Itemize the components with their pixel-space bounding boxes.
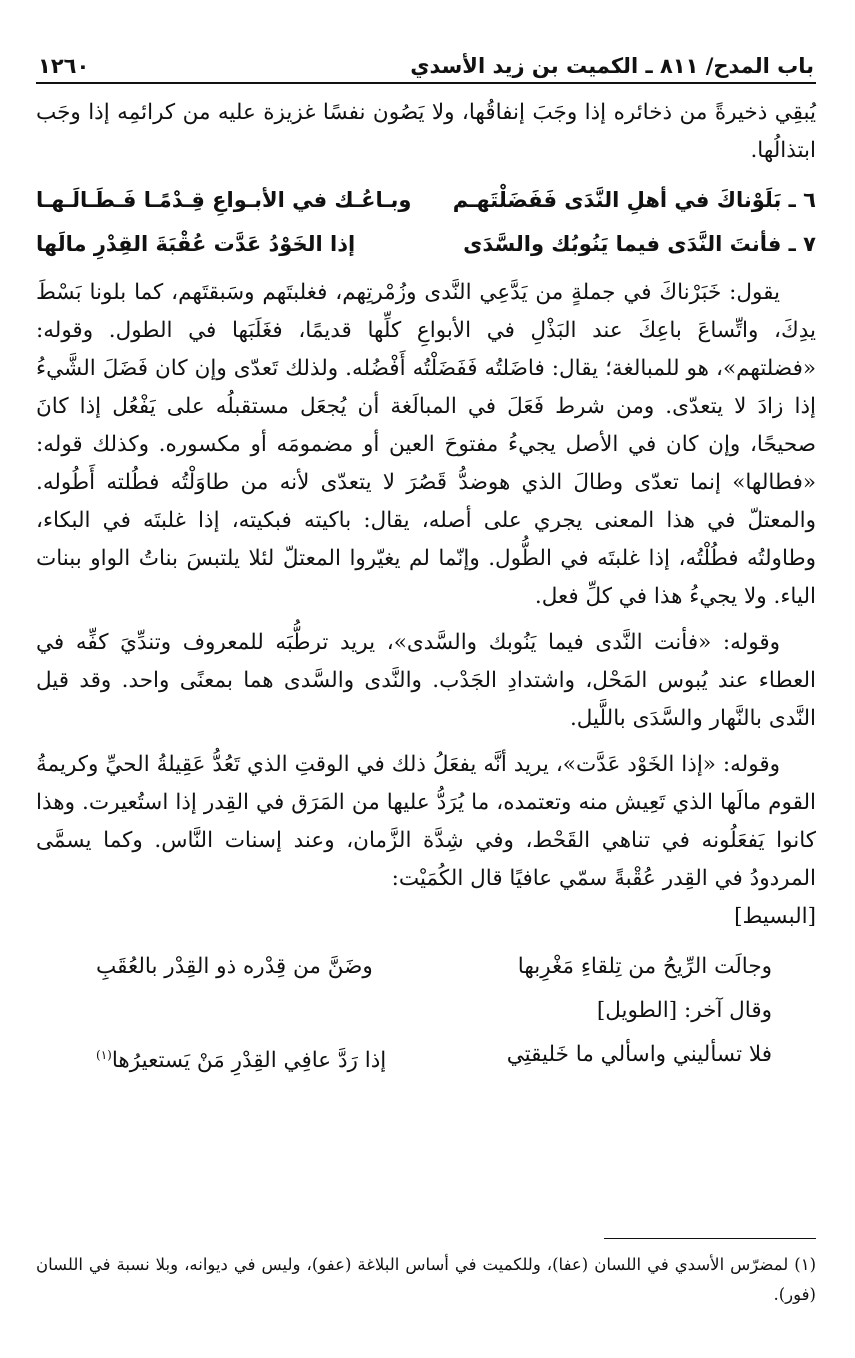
cited-verse-1-first-hemistich: وجالَت الرِّيحُ من تِلقاءِ مَغْرِبها	[517, 954, 772, 979]
meter-label-tawil: وقال آخر: [الطويل]	[596, 998, 772, 1023]
cited-verse-1-second-hemistich: وضَنَّ من قِدْره ذو القِدْر بالعُقَبِ	[96, 954, 373, 979]
header-title: باب المدح/ ٨١١ ـ الكميت بن زيد الأسدي	[410, 54, 814, 78]
cited-verse-2-text: إذا رَدَّ عافِي القِدْرِ مَنْ يَستعيرُها	[111, 1048, 387, 1074]
paragraph-4: وقوله: «إذا الخَوْد عَدَّت»، يريد أنَّه يفعَلُ ذلك في الوقتِ الذي تَعُدُّ عَقِيلةُ الحيِّ وكريمةُ القوم مالَها الذي تَعِيش منه وتعتمده، ما يُرَدُّ عليها من المَرَق في القِدر إذا استُعيرت. وهذا كانوا يَفعَلُونه في تناهي القَحْط، وفي شِدَّة الزَّمان، وعند إسنات النَّاس. وكما يسمَّى المردودُ في القِدر عُقْبةً سمّي عافيًا قال الكُمَيْت:	[36, 752, 816, 891]
verse-7-second-hemistich: إذا الخَوْدُ عَدَّت عُقْبَةَ القِدْرِ مالَها	[36, 232, 356, 256]
page-number: ١٢٦٠	[38, 54, 90, 78]
verse-6-second-hemistich: وبـاعُـك في الأبـواعِ قِـدْمًـا فَـطَـالَـهـا	[36, 188, 412, 212]
cited-verse-1	[36, 944, 816, 990]
cited-verse-2	[36, 1032, 816, 1084]
meter-label-basit: [البسيط]	[734, 904, 816, 929]
cited-verse-2-first-hemistich: فلا تسأليني واسألي ما خَليقتِي	[506, 1042, 772, 1067]
footnote-divider	[604, 1238, 816, 1239]
book-page	[36, 40, 816, 1304]
cited-verse-2-second-hemistich	[96, 1032, 386, 1084]
paragraph-2: يقول: خَبَرْناكَ في جملةٍ من يَدَّعِي النَّدى وزُمْرتِهم، فغلبتَهم وسَبقتَهم، كما بلونا بَسْطَ يدِكَ، واتِّساعَ باعِكَ عند البَذْلِ في الأبواعِ كلِّها قديمًا، فغَلَبَها في الطول. وقوله: «فضلتهم»، هو للمبالغة؛ يقال: فاضَلتُه فَفَضَلْتُه أَفْضُله. ولذلك تَعدّى وإن كان فَضَلَ الشَّيءُ إذا زادَ لا يتعدّى. ومن شرط فَعَلَ في المبالَغة أن يُجعَل مستقبلُه على يَفْعُل إذا كانَ صحيحًا، وإن كان في الأصل يجيءُ مفتوحَ العين أو مضمومَه أو مكسوره. وكذلك قوله: «فطالها» إنما تعدّى وطالَ الذي هوضدُّ قَصُرَ لا يتعدّى لأنه من طاوَلْتُه فطُلته أَطُوله. والمعتلّ في هذا المعنى يجري على أصله، يقال: باكيته فبكيته، إذا غلبتَه في البكاء، وطاولتُه فطُلْتُه، إذا غلبتَه في الطُّول. وإنّما لم يغيّروا المعتلّ لئلا يلتبسَ بناتُ الواو ببنات الياء. ولا يجيءُ هذا في كلِّ فعل.	[36, 280, 816, 609]
verse-7	[36, 222, 816, 266]
footnote: (١) لمضرّس الأسدي في اللسان (عفا)، وللكميت في أساس البلاغة (عفو)، وليس في ديوانه، وبلا نسبة في اللسان (فور).	[36, 1255, 816, 1304]
page-header	[36, 40, 816, 84]
footnote-marker[interactable]: (١)	[96, 1048, 112, 1062]
page-body	[36, 94, 816, 1084]
paragraph-3: وقوله: «فأنت النَّدى فيما يَنُوبك والسَّدى»، يريد ترطُّبَه للمعروف وتندِّيَ كفِّه في العطاء عند يُبوس المَحْل، واشتدادِ الجَدْب. والنَّدى والسَّدى هما بمعنًى واحد. وقد قيل النَّدى بالنَّهار والسَّدَى باللَّيل.	[36, 630, 816, 731]
verse-6-first-hemistich: ٦ ـ بَلَوْناكَ في أهلِ النَّدَى فَفَضَلْتَهـم	[452, 188, 816, 212]
verse-6	[36, 178, 816, 222]
paragraph-1: يُبقِي ذخيرةً من ذخائره إذا وجَبَ إنفاقُها، ولا يَصُون نفسًا غزيزة عليه من كرائمِه إذا وجَب ابتذالُها.	[36, 100, 816, 163]
verse-7-first-hemistich: ٧ ـ فأنتَ النَّدَى فيما يَنُوبُك والسَّدَى	[463, 232, 816, 256]
